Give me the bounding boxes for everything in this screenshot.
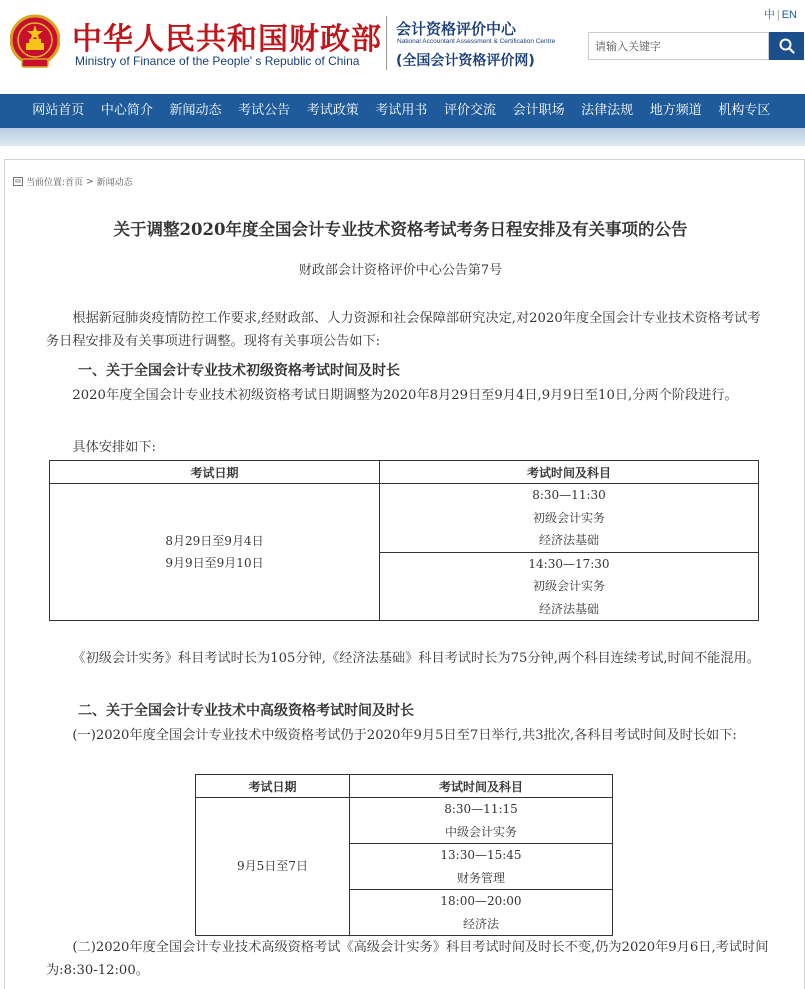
article-container [4,159,805,989]
nav-institutions[interactable]: 机构专区 [718,103,771,118]
session-subject: 经济法 [462,916,499,931]
breadcrumb [13,175,133,188]
session-time: 18:00—20:00 [440,894,522,908]
table-cell-session [380,484,759,553]
section1-heading: 一、关于全国会计专业技术初级资格考试时间及时长 [78,363,400,379]
session-time: 14:30—17:30 [528,556,610,571]
national-emblem-logo [10,13,60,71]
table-cell-session [350,798,613,844]
table-row [50,484,759,553]
breadcrumb-home[interactable]: 首页 [65,178,84,188]
main-nav [0,94,805,128]
header-band [0,128,805,146]
nav-exchange[interactable]: 评价交流 [443,103,496,118]
search-icon [779,38,795,54]
site-header [0,0,805,94]
lang-separator: | [776,9,780,21]
table-cell-session [350,844,613,890]
section2-senior-paragraph: (二)2020年度全国会计专业技术高级资格考试《高级会计实务》科目考试时间及时长不变,仍为2020年9月6日,考试时间为:8:30-12:00。 [46,940,769,978]
table-cell-dates [50,484,380,621]
nav-exam-policy[interactable]: 考试政策 [306,103,359,118]
breadcrumb-separator: > [86,176,94,187]
language-switcher [764,6,797,22]
nav-exam-books[interactable]: 考试用书 [375,103,428,118]
lang-cn-link[interactable]: 中 [763,9,775,21]
table-header-time: 考试时间及科目 [380,461,759,484]
center-name-en: National Accountant Assessment & Certification Centre [397,38,556,45]
session-time: 8:30—11:30 [532,488,606,502]
section1-duration-paragraph: 《初级会计实务》科目考试时长为105分钟,《经济法基础》科目考试时长为75分钟,两个科目连续考试,时间不能混用。 [72,651,760,666]
session-subject: 初级会计实务 [532,510,605,525]
breadcrumb-current[interactable]: 新闻动态 [96,178,133,188]
session-time: 8:30—11:15 [444,802,518,816]
location-icon [13,177,23,186]
ministry-name-cn: 中华人民共和国财政部 [72,22,382,57]
search-button[interactable] [769,32,804,60]
exam-date: 9月9日至9月10日 [165,556,264,570]
nav-news[interactable]: 新闻动态 [169,103,222,118]
nav-local[interactable]: 地方频道 [649,103,702,118]
session-subject: 中级会计实务 [444,824,517,839]
article-title: 关于调整2020年度全国会计专业技术资格考试考务日程安排及有关事项的公告 [113,220,688,239]
nav-careers[interactable]: 会计职场 [512,103,565,118]
junior-exam-schedule-table [49,460,759,621]
session-subject: 经济法基础 [538,533,599,547]
table-header-row [196,775,613,798]
table-header-time: 考试时间及科目 [350,775,613,798]
section1-arrangement: 具体安排如下: [72,440,156,455]
session-time: 13:30—15:45 [440,848,522,862]
table-row [196,798,613,844]
table-cell-session [350,890,613,936]
center-site-name: (全国会计资格评价网) [396,53,535,69]
table-header-date: 考试日期 [50,461,380,484]
session-subject: 初级会计实务 [532,579,605,593]
session-subject: 经济法基础 [538,601,599,616]
nav-home[interactable]: 网站首页 [32,103,85,118]
ministry-name-en: Ministry of Finance of the People' s Republic of China [75,54,360,68]
section2-heading: 二、关于全国会计专业技术中高级资格考试时间及时长 [78,703,414,719]
exam-date: 9月5日至7日 [237,859,308,874]
table-header-date: 考试日期 [196,775,350,798]
table-cell-session [380,552,759,621]
section1-paragraph: 2020年度全国会计专业技术初级资格考试日期调整为2020年8月29日至9月4日,9月9日至10日,分两个阶段进行。 [72,388,738,403]
article-subtitle: 财政部会计资格评价中心公告第7号 [298,263,503,278]
table-cell-date [196,798,350,936]
section2-intermediate-paragraph: (一)2020年度全国会计专业技术中级资格考试仍于2020年9月5日至7日举行,共3批次,各科目考试时间及时长如下: [72,728,737,743]
nav-exam-notices[interactable]: 考试公告 [238,103,291,118]
nav-about[interactable]: 中心简介 [100,103,153,118]
breadcrumb-label: 当前位置: [26,178,66,188]
search-input[interactable] [588,32,769,60]
center-name-cn: 会计资格评价中心 [396,20,517,38]
session-subject: 财务管理 [456,870,505,885]
intermediate-exam-schedule-table [195,774,613,936]
intro-paragraph: 根据新冠肺炎疫情防控工作要求,经财政部、人力资源和社会保障部研究决定,对2020年度全国会计专业技术资格考试考务日程安排及有关事项进行调整。现将有关事项公告如下: [46,311,761,349]
header-divider [386,16,387,70]
lang-en-link[interactable]: EN [781,9,797,21]
nav-laws[interactable]: 法律法规 [581,103,634,118]
exam-date: 8月29日至9月4日 [165,533,264,548]
table-header-row [50,461,759,484]
